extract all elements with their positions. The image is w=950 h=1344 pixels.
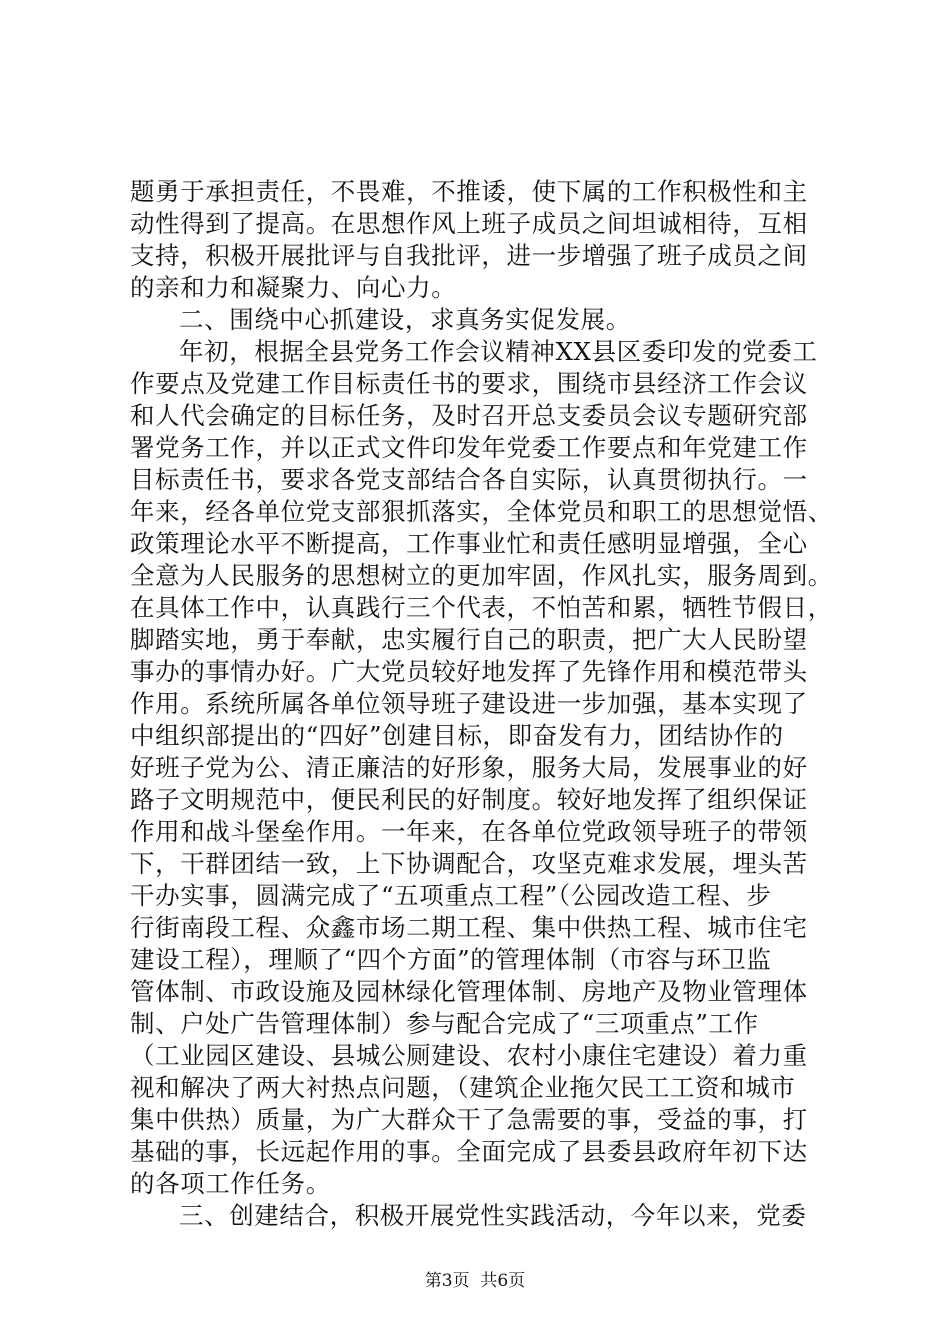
text-line: 年来，经各单位党支部狠抓落实，全体党员和职工的思想觉悟、 [130,497,833,526]
text-line: 署党务工作，并以正式文件印发年党委工作要点和年党建工作 [130,433,808,462]
text-line: 建设工程），理顺了“四个方面”的管理体制（市容与环卫监 [130,945,772,974]
text-line: 的各项工作任务。 [130,1169,331,1198]
text-line: 事办的事情办好。广大党员较好地发挥了先锋作用和模范带头 [130,657,808,686]
text-line: 干办实事，圆满完成了“五项重点工程”（公园改造工程、步 [130,881,772,910]
text-line: 三、创建结合，积极开展党性实践活动，今年以来，党委 [179,1201,807,1230]
text-line: 作用和战斗堡垒作用。一年来，在各单位党政领导班子的带领 [130,817,808,846]
text-line: 基础的事，长远起作用的事。全面完成了县委县政府年初下达 [130,1137,808,1166]
text-line: 行街南段工程、众鑫市场二期工程、集中供热工程、城市住宅 [130,913,808,942]
footer-spacer [470,1271,481,1291]
page-footer [0,1270,950,1292]
text-line: 支持，积极开展批评与自我批评，进一步增强了班子成员之间 [130,241,808,270]
text-line: 全意为人民服务的思想树立的更加牢固，作风扎实，服务周到。 [130,561,833,590]
page-number: 第3页 [424,1271,470,1291]
text-line: 动性得到了提高。在思想作风上班子成员之间坦诚相待，互相 [130,209,808,238]
text-line: 视和解决了两大衬热点问题，（建筑企业拖欠民工工资和城市 [130,1073,796,1102]
text-line: 二、围绕中心抓建设，求真务实促发展。 [179,305,631,334]
text-line: 下，干群团结一致，上下协调配合，攻坚克难求发展，埋头苦 [130,849,808,878]
document-body [130,176,833,1232]
text-line: 中组织部提出的“四好”创建目标，即奋发有力，团结协作的 [130,721,784,750]
text-line: 脚踏实地，勇于奉献，忠实履行自己的职责，把广大人民盼望 [130,625,808,654]
text-line: 作要点及党建工作目标责任书的要求，围绕市县经济工作会议 [130,369,808,398]
text-line: 作用。系统所属各单位领导班子建设进一步加强，基本实现了 [130,689,808,718]
text-line: 在具体工作中，认真践行三个代表，不怕苦和累，牺牲节假日， [130,593,833,622]
text-line: 管体制、市政设施及园林绿化管理体制、房地产及物业管理体 [130,977,808,1006]
text-line: 路子文明规范中，便民利民的好制度。较好地发挥了组织保证 [130,785,808,814]
text-line: 题勇于承担责任，不畏难，不推诿，使下属的工作积极性和主 [130,177,808,206]
page-total: 共6页 [480,1271,526,1291]
text-line: 的亲和力和凝聚力、向心力。 [130,273,457,302]
text-line: 和人代会确定的目标任务，及时召开总支委员会议专题研究部 [130,401,808,430]
text-line: 集中供热）质量，为广大群众干了急需要的事，受益的事，打 [130,1105,808,1134]
text-line: 好班子党为公、清正廉洁的好形象，服务大局，发展事业的好 [130,753,808,782]
text-line: 制、户处广告管理体制）参与配合完成了“三项重点”工作 [130,1009,759,1038]
text-line: 政策理论水平不断提高，工作事业忙和责任感明显增强，全心 [130,529,808,558]
text-line: （工业园区建设、县城公厕建设、农村小康住宅建设）着力重 [130,1041,808,1070]
text-line: 年初，根据全县党务工作会议精神XX县区委印发的党委工 [179,337,818,366]
text-line: 目标责任书，要求各党支部结合各自实际，认真贯彻执行。一 [130,465,808,494]
